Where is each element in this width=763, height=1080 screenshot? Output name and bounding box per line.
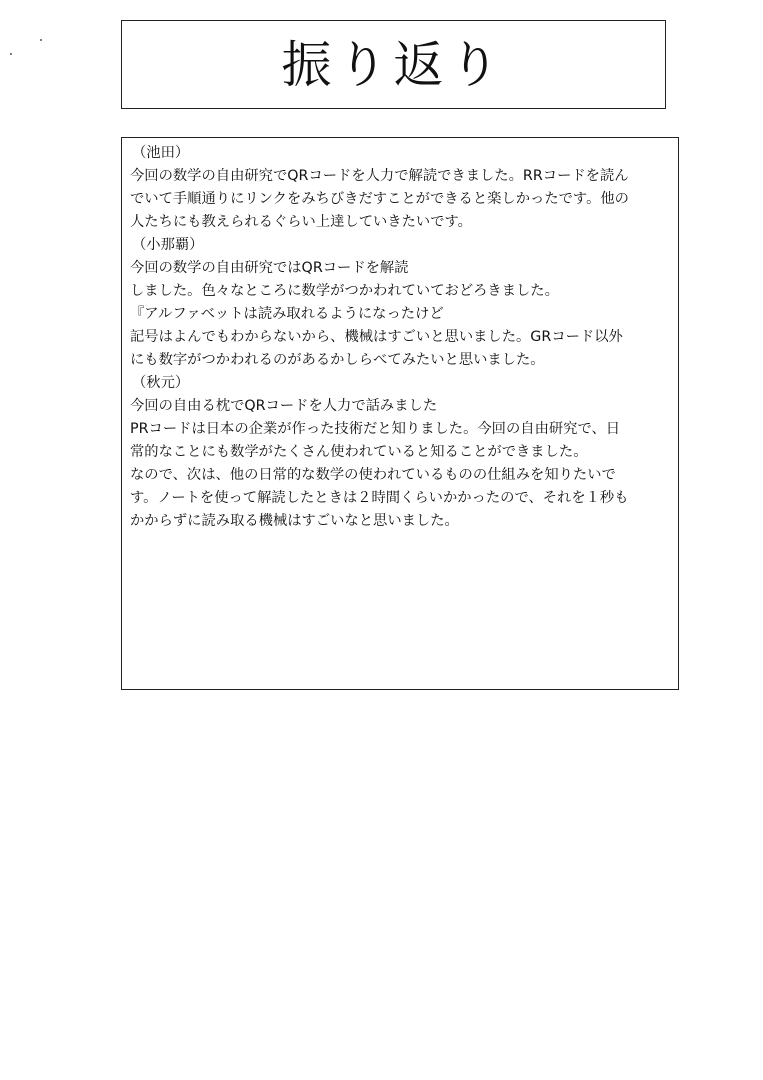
reflection-line: 記号はよんでもわからないから、機械はすごいと思いました。GRコード以外 xyxy=(130,329,623,345)
reflection-line: なので、次は、他の日常的な数学の使われているものの仕組みを知りたいで xyxy=(130,467,616,483)
author-name: （秋元） xyxy=(132,375,190,391)
reflection-line: しました。色々なところに数学がつかわれていておどろきました。 xyxy=(130,283,559,299)
reflection-line: 『アルファベットは読み取れるようになったけど xyxy=(130,306,444,322)
author-name: （池田） xyxy=(132,145,190,161)
reflection-line: 常的なことにも数学がたくさん使われていると知ることができました。 xyxy=(130,444,588,460)
scan-speck xyxy=(40,39,42,41)
scan-speck xyxy=(10,53,12,55)
page-title: 振り返り xyxy=(281,35,506,94)
reflection-line: 今回の自由る枕でQRコードを人力で話みました xyxy=(130,398,438,414)
author-name: （小那覇） xyxy=(132,237,204,253)
reflection-line: 人たちにも教えられるぐらい上達していきたいです。 xyxy=(130,214,472,230)
reflection-line: す。ノートを使って解読したときは２時間くらいかかったので、それを１秒も xyxy=(130,490,629,506)
reflection-line: かからずに読み取る機械はすごいなと思いました。 xyxy=(130,513,459,529)
reflection-line: PRコードは日本の企業が作った技術だと知りました。今回の自由研究で、日 xyxy=(130,421,621,437)
reflection-line: でいて手順通りにリンクをみちびきだすことができると楽しかったです。他の xyxy=(130,191,629,207)
title-box xyxy=(121,20,666,109)
reflection-line: 今回の数学の自由研究ではQRコードを解読 xyxy=(130,260,409,276)
reflection-box xyxy=(121,137,679,690)
reflection-line: 今回の数学の自由研究でQRコードを人力で解読できました。RRコードを読ん xyxy=(130,168,629,184)
reflection-line: にも数字がつかわれるのがあるかしらべてみたいと思いました。 xyxy=(130,352,545,368)
